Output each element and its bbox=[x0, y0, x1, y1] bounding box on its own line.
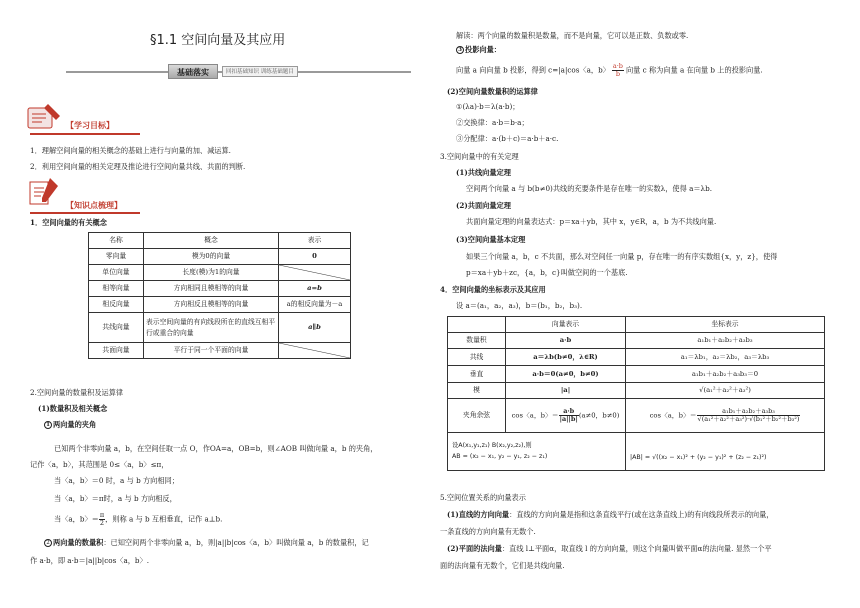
table-cell: a∥b bbox=[279, 313, 351, 343]
section-1-title: 1．空间向量的有关概念 bbox=[30, 218, 107, 227]
knowledge-heading: 【知识点梳理】 bbox=[66, 201, 122, 210]
table-header: 坐标表示 bbox=[626, 317, 825, 333]
banner-subtitle: 回扣基础知识 训练基础题目 bbox=[222, 66, 298, 77]
table-cell: 0 bbox=[279, 249, 351, 265]
table-row bbox=[448, 333, 825, 349]
theorem-2-title: (2)共面向量定理 bbox=[456, 201, 511, 210]
section-2-title: 2.空间向量的数量积及运算律 bbox=[30, 388, 124, 397]
table-cell: 方向相同且模相等的向量 bbox=[144, 281, 279, 297]
theorem-3-body-2: p＝xa＋yb＋zc，{a，b，c}叫做空间的一个基底. bbox=[466, 268, 628, 277]
angle-case-3: 当〈a，b〉＝ $\frac{\pi}{2}$ ，则称 a 与 b 互相垂直，记作 a⊥b. bbox=[54, 511, 223, 527]
laws-title: (2)空间向量数量积的运算律 bbox=[447, 87, 538, 96]
angle-case-1: 当〈a，b〉＝0 时，a 与 b 方向相同； bbox=[54, 476, 179, 485]
table-cell: 平行于同一个平面的向量 bbox=[144, 343, 279, 359]
table-row bbox=[89, 297, 351, 313]
table-cell: a=b bbox=[279, 281, 351, 297]
distance-left: 设A(x₁,y₁,z₁) B(x₂,y₂,z₂),则 AB = (x₂ − x₁, y₂ − y₁, z₂ − z₁) bbox=[448, 433, 626, 471]
theorem-3-title: (3)空间向量基本定理 bbox=[456, 235, 526, 244]
table-row bbox=[448, 399, 825, 433]
table-cell: 零向量 bbox=[89, 249, 144, 265]
table-cell: 模为0的向量 bbox=[144, 249, 279, 265]
theorem-1-body: 空间两个向量 a 与 b(b≠0)共线的充要条件是存在唯一的实数λ，使得 a＝λb. bbox=[466, 184, 712, 193]
table-cell-formula: cos〈a，b〉＝ $\frac{\text{a₁b₁＋a₂b₂＋a₃b₃}}{\text{√(a₁²＋a₂²＋a₃²)·√(b₁²＋b₂²＋b₃²)}}$ bbox=[626, 399, 825, 433]
table-cell: a＝λb(b≠0，λ∈R) bbox=[506, 349, 626, 366]
distance-right: |AB| = √((x₂ − x₁)² + (y₂ − y₁)² + (z₂ − z₁)²) bbox=[626, 433, 825, 471]
coordinate-table bbox=[447, 316, 825, 471]
angle-range: 记作〈a，b〉，其范围是 0≤〈a，b〉≤π， bbox=[30, 460, 169, 469]
pencil-book-icon bbox=[26, 100, 64, 132]
page-title: §1.1 空间向量及其应用 bbox=[150, 33, 286, 48]
table-header: 概念 bbox=[144, 233, 279, 249]
table-cell: 共线 bbox=[448, 349, 506, 366]
table-cell: 模 bbox=[448, 383, 506, 399]
table-cell: 表示空间向量的有向线段所在的直线互相平行或重合的向量 bbox=[144, 313, 279, 343]
section-4-setup: 设 a＝(a₁，a₂，a₃)，b＝(b₁，b₂，b₃). bbox=[456, 301, 583, 310]
direction-vector-paragraph-2: 一条直线的方向向量有无数个. bbox=[440, 527, 536, 536]
table-row bbox=[448, 366, 825, 383]
goal-item: 2．利用空间向量的相关定理及推论进行空间向量共线、共面的判断. bbox=[30, 162, 246, 171]
dot-product-paragraph: 2 两向量的数量积：已知空间两个非零向量 a，b，则|a||b|cos〈a，b〉叫做向量 a，b 的数量积，记 bbox=[44, 538, 424, 547]
angle-paragraph: 已知两个非零向量 a，b，在空间任取一点 O，作OA=a，OB=b，则∠AOB 叫做向量 a，b 的夹角， bbox=[54, 444, 378, 453]
table-cell: a·b bbox=[506, 333, 626, 349]
table-cell: |a| bbox=[506, 383, 626, 399]
table-cell-empty bbox=[279, 265, 351, 281]
angle-case-2: 当〈a，b〉＝π时，a 与 b 方向相反， bbox=[54, 494, 177, 503]
table-row bbox=[89, 343, 351, 359]
table-row bbox=[448, 383, 825, 399]
table-row bbox=[448, 433, 825, 471]
normal-vector-paragraph: (2)平面的法向量：直线 l⊥平面α，取直线 l 的方向向量，则这个向量叫做平面α的法向量. 显然一个平 bbox=[447, 544, 772, 553]
law-item: ②交换律：a·b＝b·a； bbox=[456, 118, 529, 127]
table-row bbox=[89, 265, 351, 281]
table-cell: 单位向量 bbox=[89, 265, 144, 281]
note-text: 解读：两个向量的数量积是数量，而不是向量，它可以是正数、负数或零. bbox=[456, 31, 689, 40]
goals-underline bbox=[30, 133, 140, 135]
knowledge-underline bbox=[30, 212, 140, 214]
table-cell: a₁b₁＋a₂b₂＋a₃b₃＝0 bbox=[626, 366, 825, 383]
table-cell-empty bbox=[279, 343, 351, 359]
banner-tag: 基础落实 bbox=[168, 64, 218, 79]
table-cell: 夹角余弦 bbox=[448, 399, 506, 433]
table-cell: 长度(模)为1的向量 bbox=[144, 265, 279, 281]
normal-vector-paragraph-2: 面的法向量有无数个，它们是共线向量. bbox=[440, 561, 565, 570]
theorem-2-body: 共面向量定理的向量表达式：p＝xa＋yb，其中 x，y∈R，a，b 为不共线向量. bbox=[466, 217, 717, 226]
projection-heading: 3 投影向量： bbox=[456, 45, 501, 54]
subsection-title: (1)数量积及相关概念 bbox=[38, 404, 108, 413]
angle-heading: 1 两向量的夹角 bbox=[44, 420, 96, 429]
pen-paper-icon bbox=[26, 176, 64, 208]
table-cell: a·b＝0(a≠0，b≠0) bbox=[506, 366, 626, 383]
table-row bbox=[89, 249, 351, 265]
table-cell: 共面向量 bbox=[89, 343, 144, 359]
table-cell: a的相反向量为－a bbox=[279, 297, 351, 313]
goal-item: 1．理解空间向量的相关概念的基础上进行与向量的加、减运算. bbox=[30, 146, 231, 155]
table-cell: a₁b₁＋a₂b₂＋a₃b₃ bbox=[626, 333, 825, 349]
table-header: 向量表示 bbox=[506, 317, 626, 333]
table-header bbox=[448, 317, 506, 333]
table-row bbox=[448, 349, 825, 366]
section-4-title: 4．空间向量的坐标表示及其应用 bbox=[440, 285, 546, 294]
direction-vector-paragraph: (1)直线的方向向量：直线的方向向量是指和这条直线平行(或在这条直线上)的有向线段所表示的向量， bbox=[447, 510, 774, 519]
projection-paragraph: 向量 a 向向量 b 投影，得到 c=|a|cos〈a，b〉 $\frac{a\cdot b}{b}$ 向量 c 称为向量 a 在向量 b 上的投影向量. bbox=[456, 62, 763, 78]
dot-product-formula: 作 a·b，即 a·b＝|a||b|cos〈a，b〉. bbox=[30, 556, 150, 565]
law-item: ①(λa)·b＝λ(a·b)； bbox=[456, 102, 520, 111]
table-cell: 数量积 bbox=[448, 333, 506, 349]
table-cell: 相等向量 bbox=[89, 281, 144, 297]
theorem-1-title: (1)共线向量定理 bbox=[456, 168, 511, 177]
table-header: 名称 bbox=[89, 233, 144, 249]
table-cell: 方向相反且模相等的向量 bbox=[144, 297, 279, 313]
law-item: ③分配律：a·(b＋c)＝a·b＋a·c. bbox=[456, 134, 559, 143]
theorem-3-body: 如果三个向量 a，b，c 不共面，那么对空间任一向量 p，存在唯一的有序实数组{x，y，z}，使得 bbox=[466, 252, 778, 261]
table-cell: 共线向量 bbox=[89, 313, 144, 343]
section-5-title: 5.空间位置关系的向量表示 bbox=[440, 493, 526, 502]
table-cell: a₁＝λb₁，a₂＝λb₂，a₃＝λb₃ bbox=[626, 349, 825, 366]
table-cell: 垂直 bbox=[448, 366, 506, 383]
table-cell: 相反向量 bbox=[89, 297, 144, 313]
table-cell-formula: cos〈a，b〉＝ $\frac{a\cdot b}{|a||b|}$ (a≠0，b≠0) bbox=[506, 399, 626, 433]
table-row bbox=[89, 313, 351, 343]
table-row bbox=[89, 281, 351, 297]
table-header: 表示 bbox=[279, 233, 351, 249]
table-cell: √(a₁²＋a₂²＋a₃²) bbox=[626, 383, 825, 399]
section-3-title: 3.空间向量中的有关定理 bbox=[440, 152, 519, 161]
goals-heading: 【学习目标】 bbox=[66, 121, 114, 130]
concept-table bbox=[88, 232, 351, 359]
